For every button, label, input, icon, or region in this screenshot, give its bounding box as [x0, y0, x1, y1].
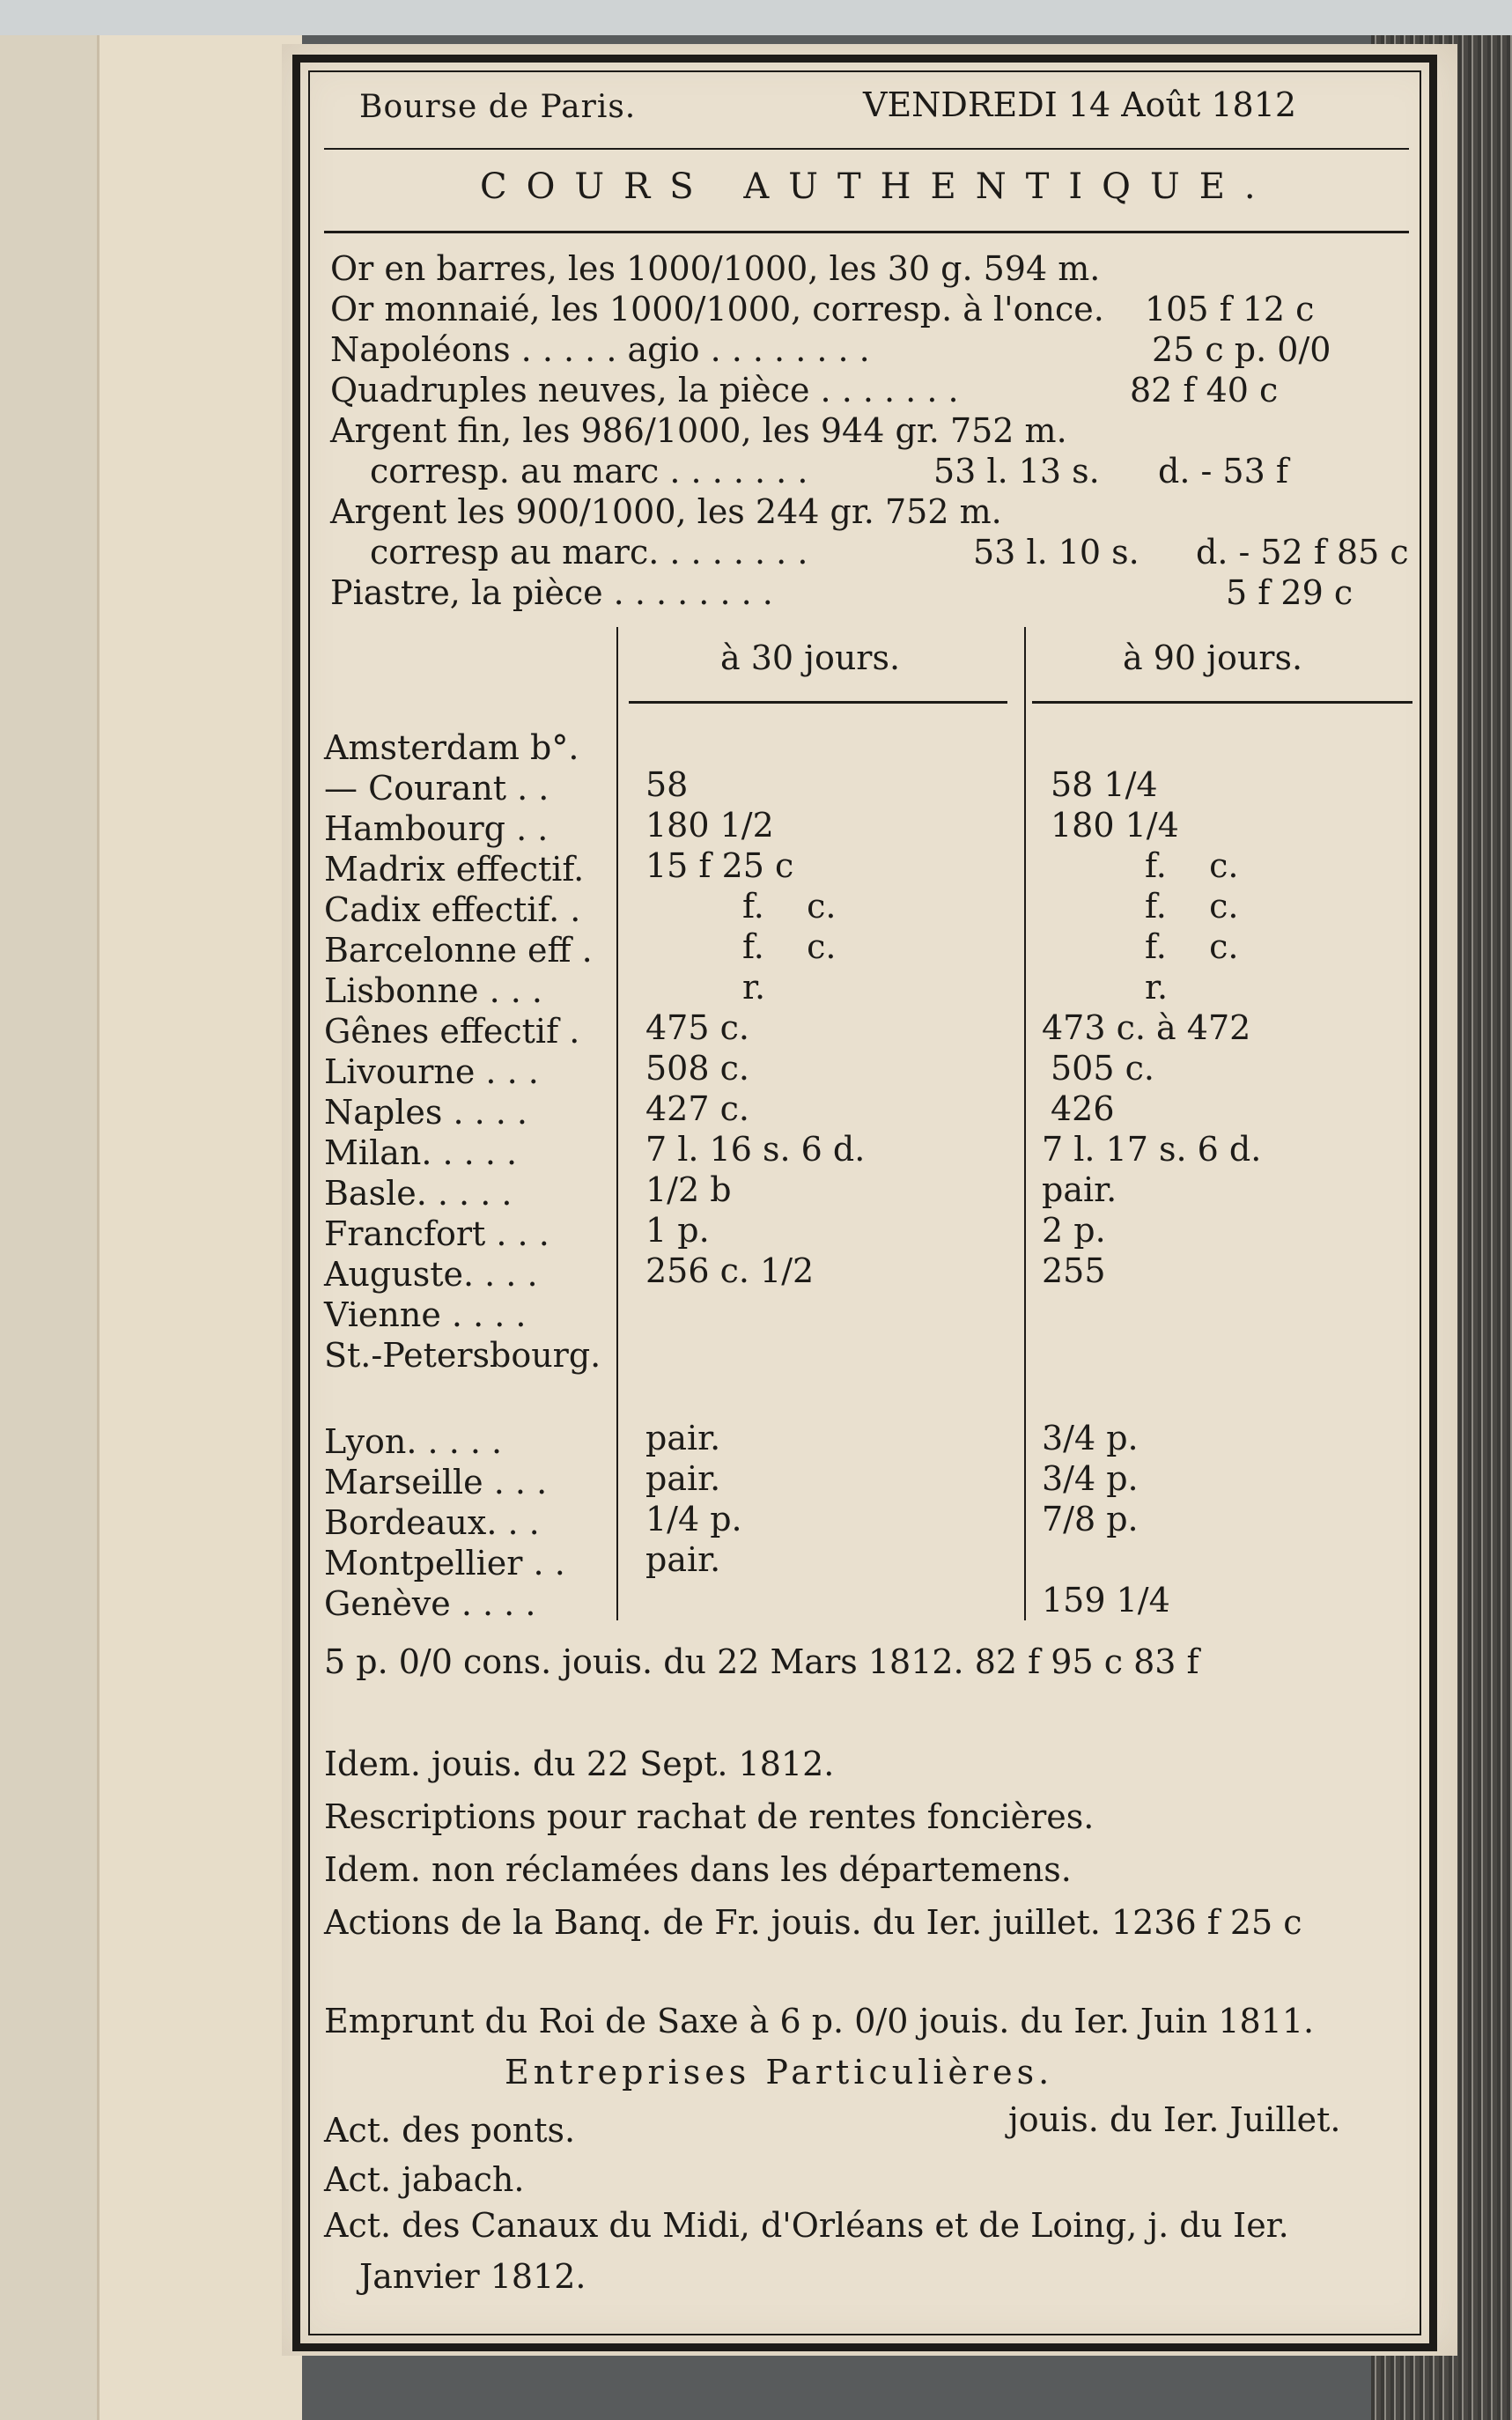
column-rule-90	[1032, 701, 1412, 704]
bourse-heading: Bourse de Paris.	[359, 89, 637, 125]
place-label: Cadix effectif. .	[324, 890, 581, 929]
rate-90: 505 c.	[1051, 1049, 1154, 1088]
metal-row: Piastre, la pièce . . . . . . . .	[330, 573, 773, 612]
metal-row: Napoléons . . . . . agio . . . . . . . .	[330, 330, 870, 369]
rate-30: 15 f 25 c	[645, 846, 794, 885]
table-divider-2	[1024, 627, 1026, 1620]
rate-30: pair.	[645, 1540, 721, 1579]
metal-row: corresp au marc. . . . . . . .	[370, 533, 808, 572]
metal-value: 105 f 12 c	[1145, 290, 1315, 328]
enterprise-row: Janvier 1812.	[359, 2257, 586, 2296]
rate-30: 58	[645, 765, 689, 804]
rate-30: pair.	[645, 1459, 721, 1498]
rate-30: pair.	[645, 1419, 721, 1457]
rate-30: 180 1/2	[645, 806, 774, 845]
place-label: Vienne . . . .	[324, 1295, 527, 1334]
column-rule-30	[629, 701, 1007, 704]
metal-extra: d. - 52 f 85 c	[1196, 533, 1409, 572]
column-header-90: à 90 jours.	[1123, 638, 1303, 677]
place-label: Lyon. . . . .	[324, 1422, 503, 1461]
place-label: Gênes effectif .	[324, 1012, 580, 1051]
rate-30: r.	[742, 968, 766, 1007]
rate-90: r.	[1145, 968, 1169, 1007]
metal-row: Argent fin, les 986/1000, les 944 gr. 752 m.	[330, 411, 1067, 450]
place-label: Barcelonne eff .	[324, 931, 593, 970]
fund-row: Idem. non réclamées dans les départemens.	[324, 1850, 1072, 1889]
metal-row: Or en barres, les 1000/1000, les 30 g. 594 m.	[330, 249, 1101, 288]
place-label: Genève . . . .	[324, 1584, 536, 1623]
place-label: Hambourg . .	[324, 809, 549, 848]
rate-90: 255	[1042, 1251, 1106, 1290]
rate-90: 180 1/4	[1051, 806, 1179, 845]
page-title: COURS AUTHENTIQUE.	[480, 166, 1275, 207]
fund-row: 5 p. 0/0 cons. jouis. du 22 Mars 1812. 82 f 95 c 83 f	[324, 1642, 1199, 1681]
place-label: Lisbonne . . .	[324, 971, 543, 1010]
place-label: Auguste. . . .	[324, 1255, 538, 1294]
enterprise-row: Act. jabach.	[324, 2160, 525, 2199]
fund-row: Rescriptions pour rachat de rentes foncières.	[324, 1797, 1095, 1836]
place-label: Naples . . . .	[324, 1093, 528, 1132]
rate-30: 1/2 b	[645, 1170, 732, 1209]
date-heading: VENDREDI 14 Août 1812	[863, 85, 1297, 124]
place-label: Livourne . . .	[324, 1052, 539, 1091]
book-cover	[0, 35, 106, 2420]
place-label: Amsterdam b°.	[324, 728, 579, 767]
place-label: Madrix effectif.	[324, 850, 585, 889]
rate-90: 426	[1051, 1089, 1115, 1128]
fund-row: Actions de la Banq. de Fr. jouis. du Ier. juillet. 1236 f 25 c	[324, 1903, 1302, 1942]
rate-90: pair.	[1042, 1170, 1117, 1209]
rate-30: f. c.	[742, 887, 837, 926]
facing-page	[97, 35, 302, 2420]
rate-90: 2 p.	[1042, 1211, 1106, 1250]
column-header-30: à 30 jours.	[720, 638, 901, 677]
rate-30: 475 c.	[645, 1008, 749, 1047]
metal-value: 5 f 29 c	[1226, 573, 1353, 612]
place-label: Francfort . . .	[324, 1214, 549, 1253]
metal-value: 53 l. 13 s.	[933, 452, 1100, 491]
rate-90: f. c.	[1145, 846, 1239, 885]
rate-90: f. c.	[1145, 887, 1239, 926]
rate-90: f. c.	[1145, 927, 1239, 966]
rate-90: 159 1/4	[1042, 1581, 1170, 1619]
rate-30: 256 c. 1/2	[645, 1251, 815, 1290]
table-divider-1	[616, 627, 618, 1620]
place-label: Montpellier . .	[324, 1544, 565, 1583]
rate-90: 3/4 p.	[1042, 1459, 1139, 1498]
background-strip	[0, 0, 1512, 35]
rate-90: 7 l. 17 s. 6 d.	[1042, 1130, 1262, 1169]
rate-30: 1 p.	[645, 1211, 710, 1250]
place-label: St.-Petersbourg.	[324, 1336, 601, 1375]
rate-30: 7 l. 16 s. 6 d.	[645, 1130, 866, 1169]
rate-30: f. c.	[742, 927, 837, 966]
rate-90: 473 c. à 472	[1042, 1008, 1251, 1047]
place-label: Basle. . . . .	[324, 1174, 513, 1213]
metal-row: Or monnaié, les 1000/1000, corresp. à l'once.	[330, 290, 1104, 328]
enterprise-note: jouis. du Ier. Juillet.	[1008, 2100, 1341, 2139]
fund-row: Emprunt du Roi de Saxe à 6 p. 0/0 jouis. du Ier. Juin 1811.	[324, 2002, 1315, 2040]
header-rule-1	[324, 148, 1409, 150]
place-label: Bordeaux. . .	[324, 1503, 540, 1542]
place-label: Milan. . . . .	[324, 1133, 518, 1172]
metal-row: Quadruples neuves, la pièce . . . . . . .	[330, 371, 959, 409]
metal-row: corresp. au marc . . . . . . .	[370, 452, 808, 491]
metal-extra: d. - 53 f	[1158, 452, 1288, 491]
enterprise-row: Act. des Canaux du Midi, d'Orléans et de Loing, j. du Ier.	[324, 2206, 1289, 2245]
metal-value: 25 c p. 0/0	[1152, 330, 1331, 369]
rate-90: 3/4 p.	[1042, 1419, 1139, 1457]
rate-30: 1/4 p.	[645, 1500, 742, 1538]
rate-30: 427 c.	[645, 1089, 749, 1128]
enterprises-heading: Entreprises Particulières.	[505, 2053, 1054, 2092]
rate-30: 508 c.	[645, 1049, 749, 1088]
metal-value: 82 f 40 c	[1130, 371, 1279, 409]
metal-row: Argent les 900/1000, les 244 gr. 752 m.	[330, 492, 1002, 531]
rate-90: 7/8 p.	[1042, 1500, 1139, 1538]
fund-row: Idem. jouis. du 22 Sept. 1812.	[324, 1745, 835, 1783]
header-rule-2	[324, 231, 1409, 233]
enterprise-row: Act. des ponts.	[324, 2111, 576, 2150]
metal-value: 53 l. 10 s.	[973, 533, 1140, 572]
rate-90: 58 1/4	[1051, 765, 1158, 804]
place-label: Marseille . . .	[324, 1463, 548, 1501]
place-label: — Courant . .	[324, 769, 549, 808]
